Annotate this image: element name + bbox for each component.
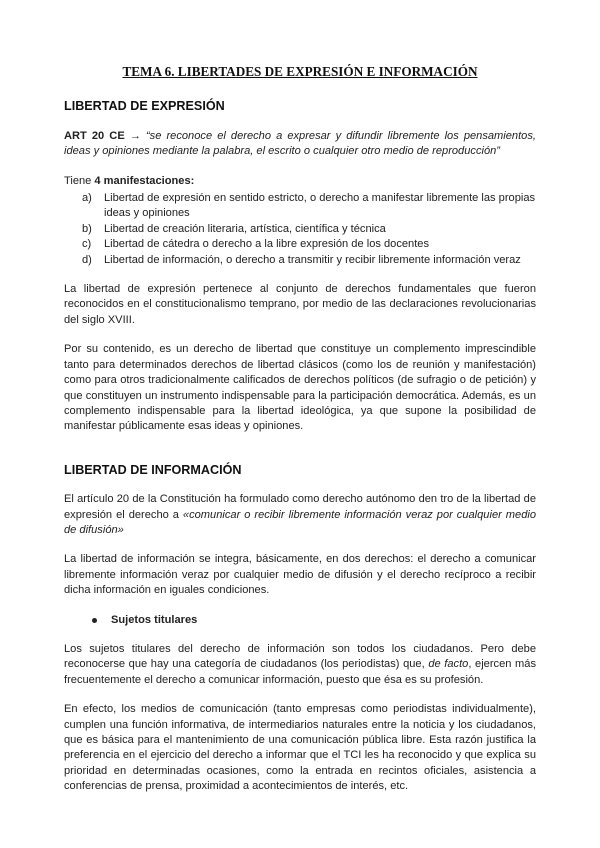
informacion-paragraph-4: En efecto, los medios de comunicación (tanto empresas como periodistas individualmente), cumplen una función informativa, de intermediarios naturales entre la noticia y los ciudadanos, que es básica para el mantenimiento de una comunicación pública libre. Esta razón justifica la preferencia en el ejercicio del derecho a informar que el TCI les ha reconocido y que explica su prioridad en determinadas ocasiones, como la entrada en recintos oficiales, asistencia a conferencias de prensa, proximidad a acontecimientos de interés, etc.: [64, 703, 536, 793]
informacion-paragraph-3: [64, 642, 536, 688]
manifestaciones-intro: [64, 174, 536, 189]
art-quote: “se reconoce el derecho a expresar y difundir libremente los pensamientos, ideas y opiniones mediante la palabra, el escrito o cualquier otro medio de reproducción”: [64, 129, 536, 158]
list-item: [64, 237, 536, 252]
list-text: Libertad de cátedra o derecho a la libre expresión de los docentes: [104, 238, 430, 251]
arrow-symbol: →: [124, 129, 146, 142]
informacion-paragraph-2: La libertad de información se integra, básicamente, en dos derechos: el derecho a comunicar libremente información veraz por cualquier medio de difusión y el derecho recíproco a recibir dicha información en iguales condiciones.: [64, 553, 536, 597]
list-item: [64, 253, 536, 268]
list-marker: d): [82, 253, 92, 266]
informacion-p1-quote: «comunicar o recibir libremente información veraz por cualquier medio de difusión»: [64, 508, 536, 536]
p3-italic: de facto: [428, 658, 469, 671]
list-item: [64, 222, 536, 237]
tiene-prefix: Tiene: [64, 174, 95, 187]
list-text: Libertad de expresión en sentido estricto, o derecho a manifestar libremente las propias ideas y opiniones: [104, 192, 536, 220]
expresion-paragraph-2: Por su contenido, es un derecho de libertad que constituye un complemento imprescindible tanto para determinados derechos de libertad clásicos (como los de reunión y manifestación) como para otros tradicionalmente calificados de derechos políticos (de sufragio o de petición) y que constituyen un instrumento indispensable para la participación democrática. Además, es un complemento indispensable para la libertad ideológica, ya que supone la posibilidad de manifestar públicamente esas ideas y opiniones.: [64, 343, 536, 433]
list-marker: b): [82, 222, 92, 235]
art-reference: ART 20 CE: [64, 129, 125, 142]
document-title: TEMA 6. LIBERTADES DE EXPRESIÓN E INFORMACIÓN: [122, 64, 478, 79]
informacion-p1-text: El artículo 20 de la Constitución ha formulado como derecho autónomo den tro de la libertad de expresión el derecho a: [64, 493, 536, 521]
informacion-paragraph-1: [64, 492, 536, 538]
list-item: [64, 191, 536, 222]
manifestaciones-bold: 4 manifestaciones:: [94, 174, 195, 187]
p3-end: , ejercen más frecuentemente el derecho a comunicar información, puesto que ésa es su profesión.: [64, 658, 536, 686]
list-marker: c): [82, 238, 92, 251]
list-text: Libertad de información, o derecho a transmitir y recibir libremente información veraz: [104, 253, 521, 266]
section-heading-informacion: LIBERTAD DE INFORMACIÓN: [64, 462, 242, 477]
list-text: Libertad de creación literaria, artística, científica y técnica: [104, 222, 386, 235]
expresion-paragraph-1: La libertad de expresión pertenece al conjunto de derechos fundamentales que fueron reconocidos en el constitucionalismo temprano, por medio de las declaraciones revolucionarias del siglo XVIII.: [64, 283, 536, 326]
manifestaciones-list: [64, 191, 536, 268]
p3-start: Los sujetos titulares del derecho de información son todos los ciudadanos. Pero debe reconocerse que hay una categoría de ciudadanos (los periodistas) que,: [64, 642, 536, 671]
bullet-heading-text: Sujetos titulares: [111, 613, 198, 626]
list-marker: a): [82, 192, 92, 205]
sujetos-titulares-heading: [64, 613, 536, 628]
section-heading-expresion: LIBERTAD DE EXPRESIÓN: [64, 99, 225, 114]
art-20-paragraph: [64, 129, 536, 160]
bullet-icon: [92, 618, 97, 623]
